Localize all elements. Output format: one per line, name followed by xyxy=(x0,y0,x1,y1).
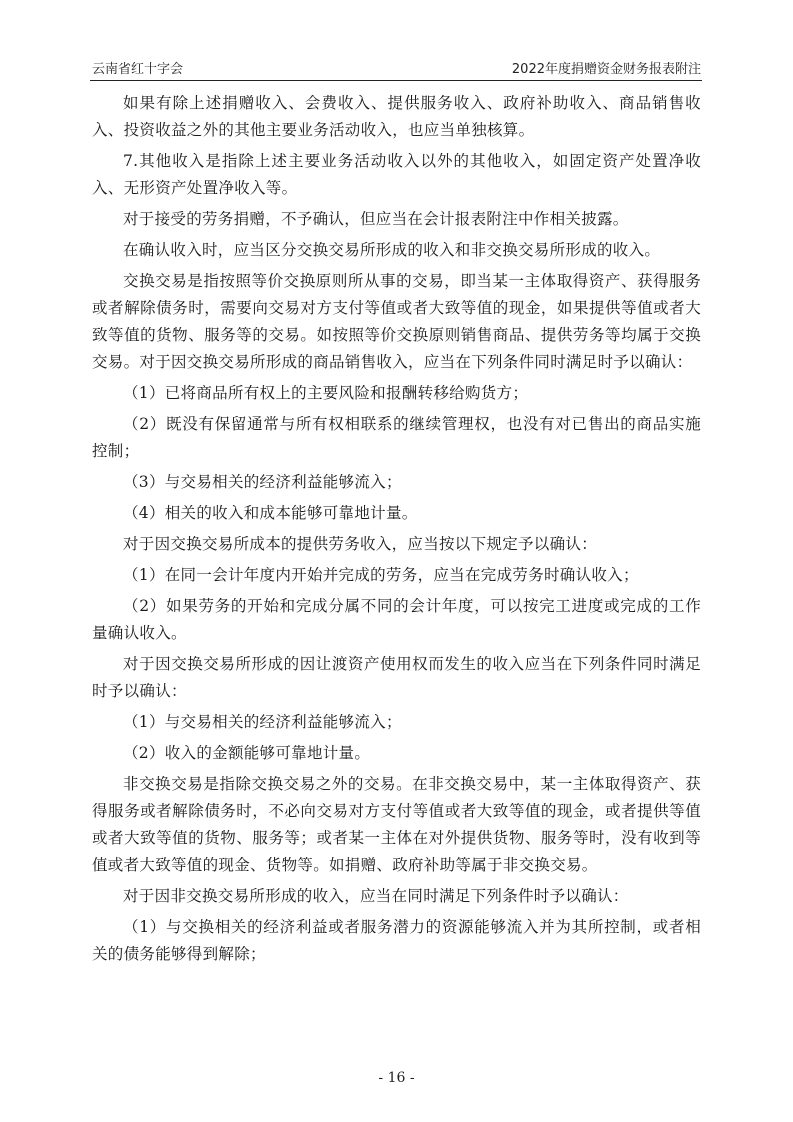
list-item: （2）如果劳务的开始和完成分属不同的会计年度，可以按完工进度或完成的工作量确认收入。 xyxy=(92,597,701,642)
paragraph: 如果有除上述捐赠收入、会费收入、提供服务收入、政府补助收入、商品销售收入、投资收益之外的其他主要业务活动收入，也应当单独核算。 xyxy=(92,94,701,139)
document-body xyxy=(92,90,701,972)
paragraph: 对于接受的劳务捐赠，不予确认，但应当在会计报表附注中作相关披露。 xyxy=(123,210,629,228)
list-item: （2）收入的金额能够可靠地计量。 xyxy=(123,744,371,762)
header-divider xyxy=(90,80,702,81)
paragraph: 非交换交易是指除交换交易之外的交易。在非交换交易中，某一主体取得资产、获得服务或者解除债务时，不必向交易对方支付等值或者大致等值的现金，或者提供等值或者大致等值的货物、服务等；或者某一主体在对外提供货物、服务等时，没有收到等值或者大致等值的现金、货物等。如捐赠、政府补助等属于非交换交易。 xyxy=(92,775,701,874)
list-item: （1）与交换相关的经济利益或者服务潜力的资源能够流入并为其所控制，或者相关的债务能够得到解除； xyxy=(92,918,701,963)
paragraph: 在确认收入时，应当区分交换交易所形成的收入和非交换交易所形成的收入。 xyxy=(123,241,661,259)
list-item: （2）既没有保留通常与所有权相联系的继续管理权，也没有对已售出的商品实施控制； xyxy=(92,415,701,460)
paragraph: 7.其他收入是指除上述主要业务活动收入以外的其他收入，如固定资产处置净收入、无形资产处置净收入等。 xyxy=(92,152,701,197)
header-document-title: 2022年度捐赠资金财务报表附注 xyxy=(511,62,701,77)
list-item: （1）与交易相关的经济利益能够流入； xyxy=(123,713,402,731)
paragraph: 交换交易是指按照等价交换原则所从事的交易，即当某一主体取得资产、获得服务或者解除债务时，需要向交易对方支付等值或者大致等值的现金，如果提供等值或者大致等值的货物、服务等的交易。如按照等价交换原则销售商品、提供劳务等均属于交换交易。对于因交换交易所形成的商品销售收入，应当在下列条件同时满足时予以确认： xyxy=(92,272,701,371)
list-item: （3）与交易相关的经济利益能够流入； xyxy=(123,473,402,491)
list-item: （1）在同一会计年度内开始并完成的劳务，应当在完成劳务时确认收入； xyxy=(123,566,639,584)
list-item: （1）已将商品所有权上的主要风险和报酬转移给购货方； xyxy=(123,384,529,402)
paragraph: 对于因交换交易所成本的提供劳务收入，应当按以下规定予以确认： xyxy=(123,535,598,553)
paragraph: 对于因交换交易所形成的因让渡资产使用权而发生的收入应当在下列条件同时满足时予以确认： xyxy=(92,655,701,700)
page-header xyxy=(92,58,701,78)
header-organization: 云南省红十字会 xyxy=(92,62,184,77)
paragraph: 对于因非交换交易所形成的收入，应当在同时满足下列条件时予以确认： xyxy=(123,887,629,905)
list-item: （4）相关的收入和成本能够可靠地计量。 xyxy=(123,504,418,522)
page-number: - 16 - xyxy=(378,1070,415,1086)
